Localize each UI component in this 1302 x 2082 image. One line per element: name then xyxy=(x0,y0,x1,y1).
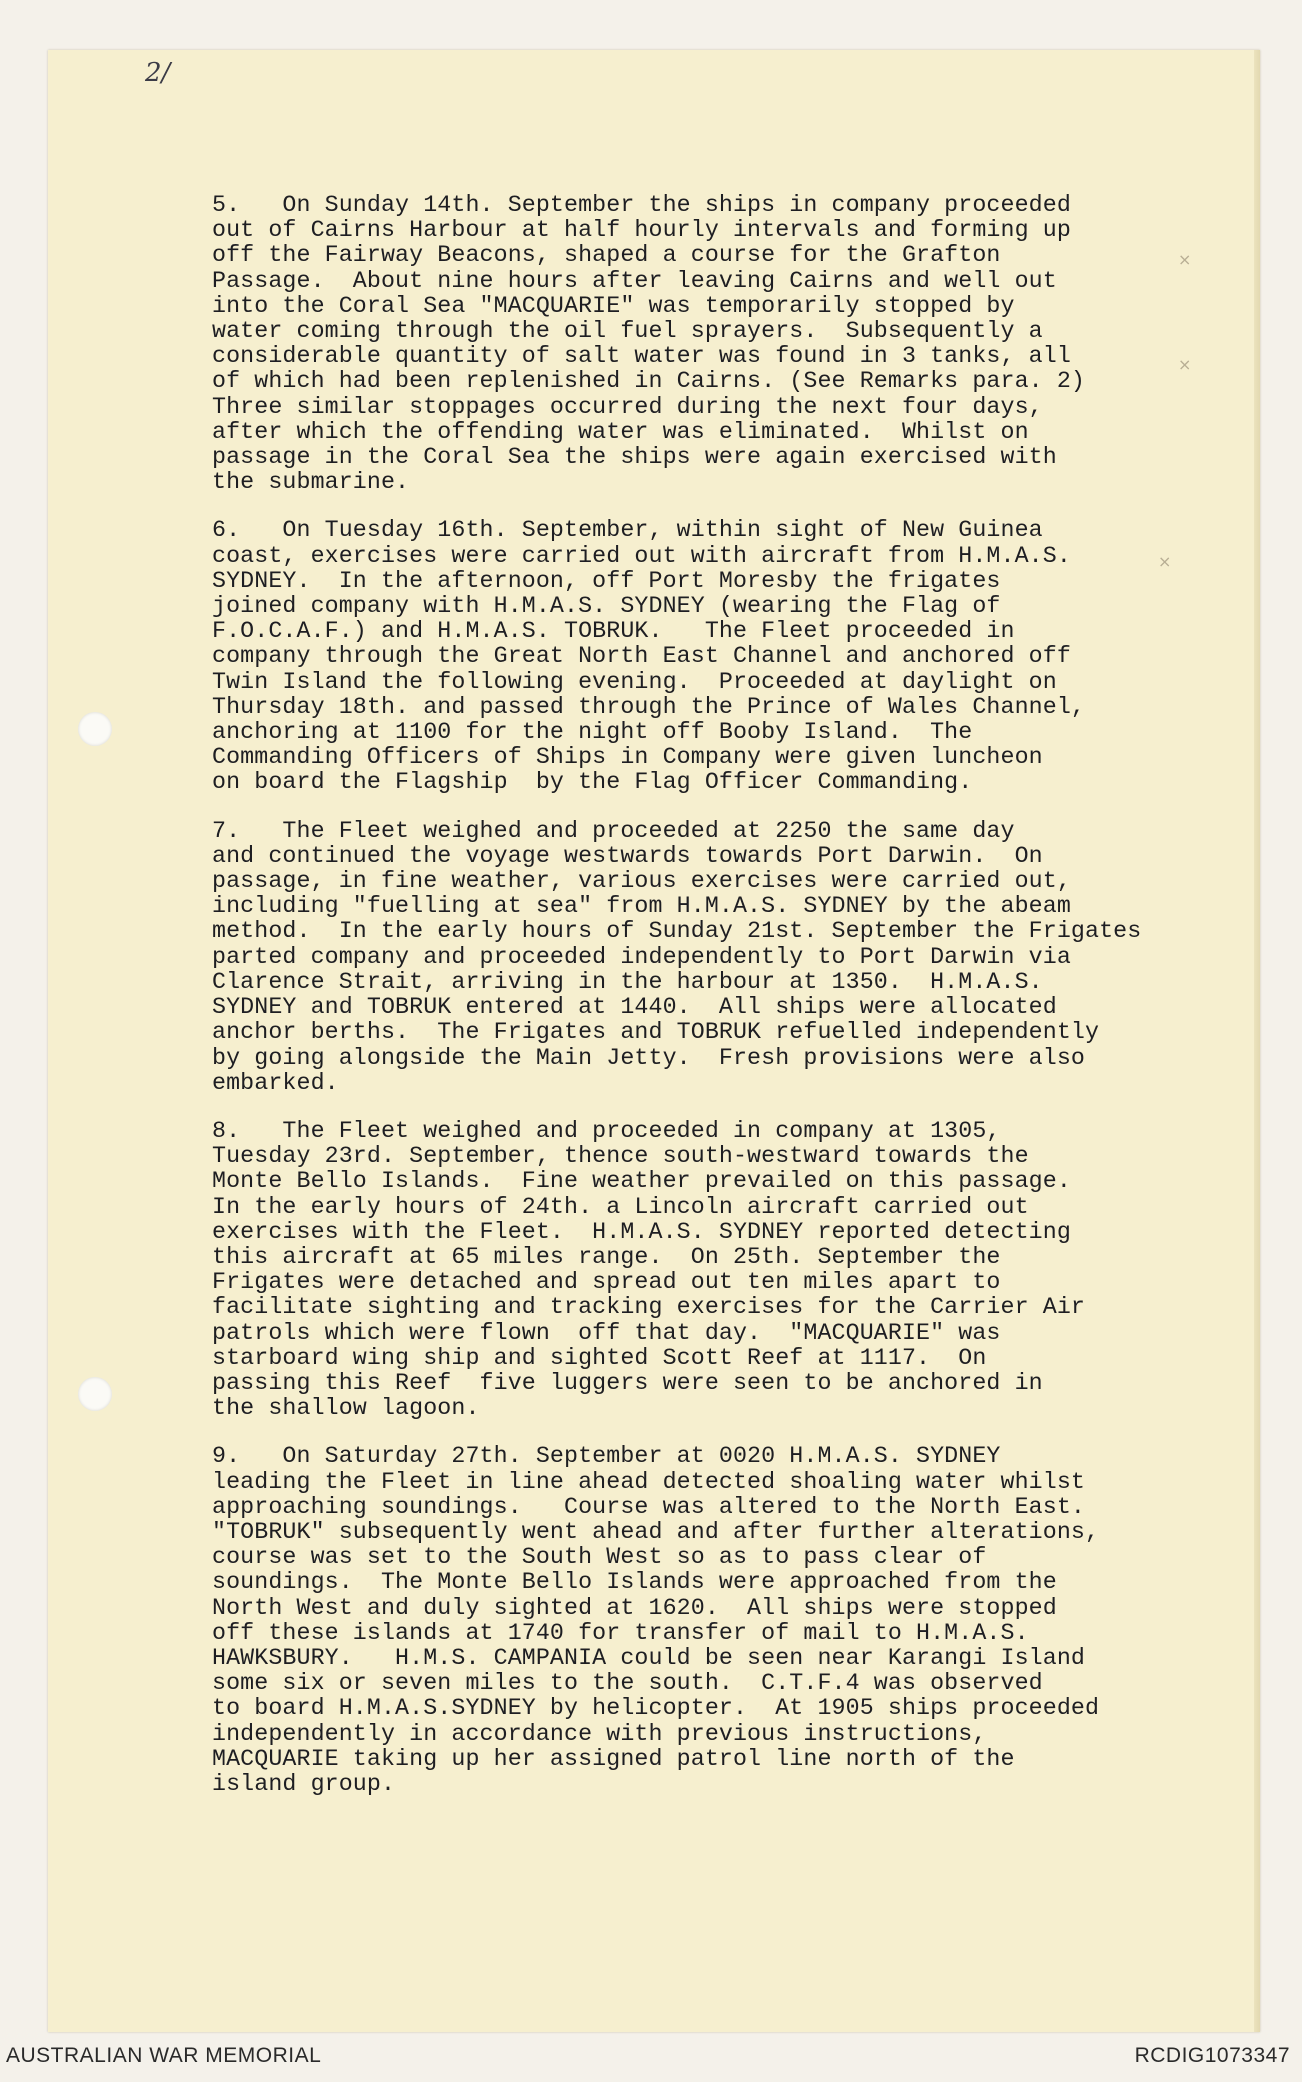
text-line: "TOBRUK" subsequently went ahead and after further alterations, xyxy=(212,1518,1100,1545)
text-line: 8. The Fleet weighed and proceeded in company at 1305, xyxy=(212,1117,1001,1144)
text-line: on board the Flagship by the Flag Officer Commanding. xyxy=(212,769,973,796)
text-line: and continued the voyage westwards towards Port Darwin. On xyxy=(212,842,1043,869)
text-line: off the Fairway Beacons, shaped a course for the Grafton xyxy=(212,242,1001,269)
paragraph xyxy=(212,193,1212,495)
text-line: SYDNEY. In the afternoon, off Port Moresby the frigates xyxy=(212,567,1001,594)
text-line: course was set to the South West so as to pass clear of xyxy=(212,1544,987,1571)
text-line: exercises with the Fleet. H.M.A.S. SYDNEY reported detecting xyxy=(212,1218,1071,1245)
text-line: including "fuelling at sea" from H.M.A.S. SYDNEY by the abeam xyxy=(212,893,1071,920)
text-line: this aircraft at 65 miles range. On 25th. September the xyxy=(212,1243,1001,1270)
text-line: the shallow lagoon. xyxy=(212,1395,480,1422)
text-line: SYDNEY and TOBRUK entered at 1440. All ships were allocated xyxy=(212,994,1057,1021)
text-line: island group. xyxy=(212,1770,396,1797)
text-line: out of Cairns Harbour at half hourly intervals and forming up xyxy=(212,217,1071,244)
paragraph xyxy=(212,1119,1212,1421)
text-line: independently in accordance with previous instructions, xyxy=(212,1720,987,1747)
page-number: 2/ xyxy=(145,58,171,88)
text-line: method. In the early hours of Sunday 21st. September the Frigates xyxy=(212,918,1142,945)
text-line: to board H.M.A.S.SYDNEY by helicopter. At 1905 ships proceeded xyxy=(212,1695,1100,1722)
text-line: anchor berths. The Frigates and TOBRUK refuelled independently xyxy=(212,1019,1100,1046)
footer-archive-name: AUSTRALIAN WAR MEMORIAL xyxy=(6,2044,322,2067)
text-line: passage, in fine weather, various exercises were carried out, xyxy=(212,868,1071,895)
text-line: parted company and proceeded independently to Port Darwin via xyxy=(212,943,1071,970)
text-line: MACQUARIE taking up her assigned patrol line north of the xyxy=(212,1745,1015,1772)
text-line: Tuesday 23rd. September, thence south-westward towards the xyxy=(212,1143,1029,1170)
text-line: after which the offending water was eliminated. Whilst on xyxy=(212,418,1029,445)
text-line: into the Coral Sea "MACQUARIE" was temporarily stopped by xyxy=(212,292,1015,319)
text-line: by going alongside the Main Jetty. Fresh provisions were also xyxy=(212,1044,1085,1071)
punch-hole xyxy=(78,1377,112,1411)
paragraph xyxy=(212,819,1212,1096)
text-line: F.O.C.A.F.) and H.M.A.S. TOBRUK. The Fleet proceeded in xyxy=(212,618,1015,645)
text-line: Three similar stoppages occurred during the next four days, xyxy=(212,393,1043,420)
paragraph xyxy=(212,518,1212,795)
text-line: Frigates were detached and spread out ten miles apart to xyxy=(212,1269,1001,1296)
text-line: Clarence Strait, arriving in the harbour at 1350. H.M.A.S. xyxy=(212,968,1043,995)
paragraph xyxy=(212,1444,1212,1797)
text-line: HAWKSBURY. H.M.S. CAMPANIA could be seen near Karangi Island xyxy=(212,1644,1085,1671)
punch-hole xyxy=(78,712,112,746)
text-line: starboard wing ship and sighted Scott Reef at 1117. On xyxy=(212,1344,987,1371)
text-line: Thursday 18th. and passed through the Prince of Wales Channel, xyxy=(212,693,1085,720)
text-line: company through the Great North East Channel and anchored off xyxy=(212,643,1071,670)
text-line: embarked. xyxy=(212,1069,339,1096)
text-line: off these islands at 1740 for transfer of mail to H.M.A.S. xyxy=(212,1619,1029,1646)
text-line: anchoring at 1100 for the night off Booby Island. The xyxy=(212,719,973,746)
text-line: leading the Fleet in line ahead detected shoaling water whilst xyxy=(212,1468,1085,1495)
text-line: water coming through the oil fuel sprayers. Subsequently a xyxy=(212,318,1043,345)
text-line: 6. On Tuesday 16th. September, within sight of New Guinea xyxy=(212,517,1043,544)
text-line: coast, exercises were carried out with aircraft from H.M.A.S. xyxy=(212,542,1071,569)
text-line: 5. On Sunday 14th. September the ships in company proceeded xyxy=(212,192,1071,218)
text-line: facilitate sighting and tracking exercises for the Carrier Air xyxy=(212,1294,1085,1321)
margin-tick-mark: × xyxy=(1178,355,1192,374)
text-line: Commanding Officers of Ships in Company were given luncheon xyxy=(212,744,1043,771)
footer-record-id: RCDIG1073347 xyxy=(1134,2044,1290,2067)
margin-tick-mark: × xyxy=(1158,552,1172,571)
text-line: In the early hours of 24th. a Lincoln aircraft carried out xyxy=(212,1193,1029,1220)
text-line: passing this Reef five luggers were seen to be anchored in xyxy=(212,1369,1043,1396)
text-line: Twin Island the following evening. Proceeded at daylight on xyxy=(212,668,1057,695)
text-line: the submarine. xyxy=(212,469,410,496)
text-line: some six or seven miles to the south. C.T.F.4 was observed xyxy=(212,1670,1043,1697)
text-line: Monte Bello Islands. Fine weather prevailed on this passage. xyxy=(212,1168,1071,1195)
text-line: 9. On Saturday 27th. September at 0020 H.M.A.S. SYDNEY xyxy=(212,1443,1001,1470)
text-line: soundings. The Monte Bello Islands were approached from the xyxy=(212,1569,1057,1596)
text-line: joined company with H.M.A.S. SYDNEY (wearing the Flag of xyxy=(212,593,1001,620)
document-body xyxy=(212,193,1212,1820)
text-line: Passage. About nine hours after leaving Cairns and well out xyxy=(212,267,1057,294)
margin-tick-mark: × xyxy=(1178,250,1192,269)
text-line: approaching soundings. Course was altered to the North East. xyxy=(212,1493,1085,1520)
text-line: considerable quantity of salt water was found in 3 tanks, all xyxy=(212,343,1071,370)
text-line: 7. The Fleet weighed and proceeded at 2250 the same day xyxy=(212,817,1015,844)
text-line: of which had been replenished in Cairns. (See Remarks para. 2) xyxy=(212,368,1085,395)
text-line: North West and duly sighted at 1620. All ships were stopped xyxy=(212,1594,1057,1621)
text-line: passage in the Coral Sea the ships were again exercised with xyxy=(212,444,1057,471)
text-line: patrols which were flown off that day. "MACQUARIE" was xyxy=(212,1319,1001,1346)
